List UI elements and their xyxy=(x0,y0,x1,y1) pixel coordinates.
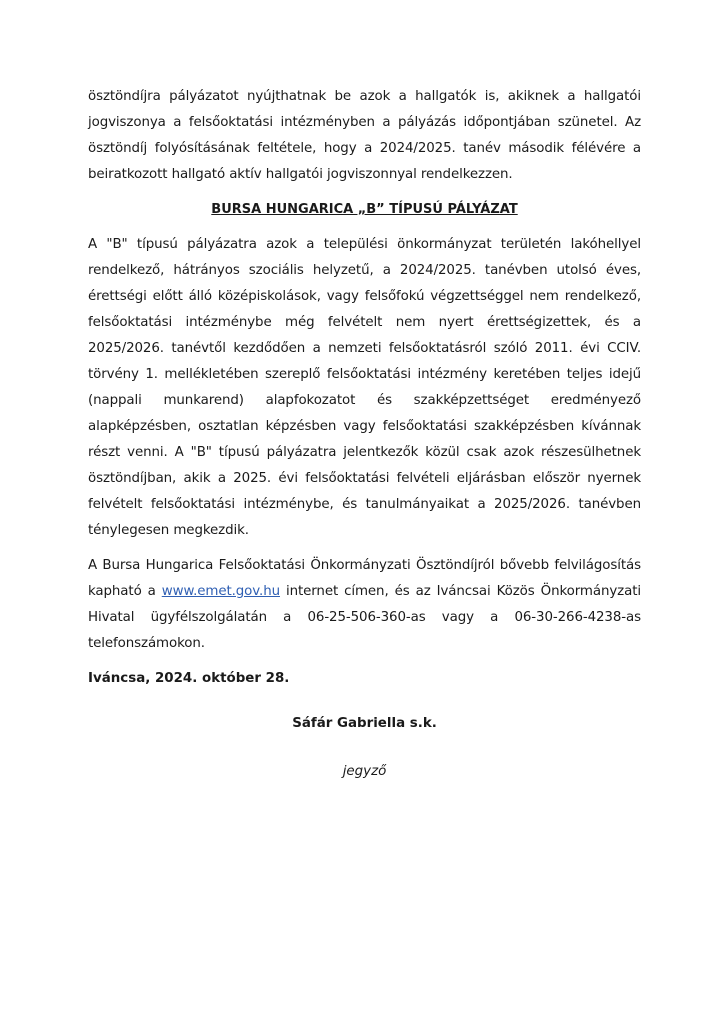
date-line: Iváncsa, 2024. október 28. xyxy=(88,671,290,686)
section-b-heading: BURSA HUNGARICA „B” TÍPUSÚ PÁLYÁZAT xyxy=(211,202,518,217)
info-paragraph xyxy=(88,553,641,657)
intro-paragraph: ösztöndíjra pályázatot nyújthatnak be azok a hallgatók is, akiknek a hallgatói jogviszonya a felsőoktatási intézményben a pályázás időpontjában szünetel. Az ösztöndíj folyósításának feltétele, hogy a 2024/2025. tanév második félévére a beiratkozott hallgató aktív hallgatói jogviszonnyal rendelkezzen. xyxy=(88,89,641,182)
section-b-paragraph: A "B" típusú pályázatra azok a települési önkormányzat területén lakóhellyel rendelkező, hátrányos szociális helyzetű, a 2024/2025. tanévben utolsó éves, érettségi előtt álló középiskolások, vagy felsőfokú végzettséggel nem rendelkező, felsőoktatási intézménybe még felvételt nem nyert érettségizettek, és a 2025/2026. tanévtől kezdődően a nemzeti felsőoktatásról szóló 2011. évi CCIV. törvény 1. mellékletében szereplő felsőoktatási intézmény keretében teljes idejű (nappali munkarend) alapfokozatot és szakképzettséget eredményező alapképzésben, osztatlan képzésben vagy felsőoktatási szakképzésben kívánnak részt venni. A "B" típusú pályázatra jelentkezők közül csak azok részesülhetnek ösztöndíjban, akik a 2025. évi felsőoktatási felvételi eljárásban először nyernek felvételt felsőoktatási intézménybe, és tanulmányaikat a 2025/2026. tanévben ténylegesen megkezdik. xyxy=(88,237,641,538)
signatory-name: Sáfár Gabriella s.k. xyxy=(292,716,437,731)
signatory-title: jegyző xyxy=(342,764,387,779)
info-text-before-link: A Bursa Hungarica Felsőoktatási Önkormányzati Ösztöndíjról bővebb felvilágosítás kapható a xyxy=(88,558,641,599)
document-page xyxy=(88,84,641,779)
emet-website-link[interactable]: www.emet.gov.hu xyxy=(161,584,280,599)
info-text-after-link: internet címen, és az Iváncsai Közös Önkormányzati Hivatal ügyfélszolgálatán a 06-25-506-360-as vagy a 06-30-266-4238-as telefonszámokon. xyxy=(88,584,641,651)
